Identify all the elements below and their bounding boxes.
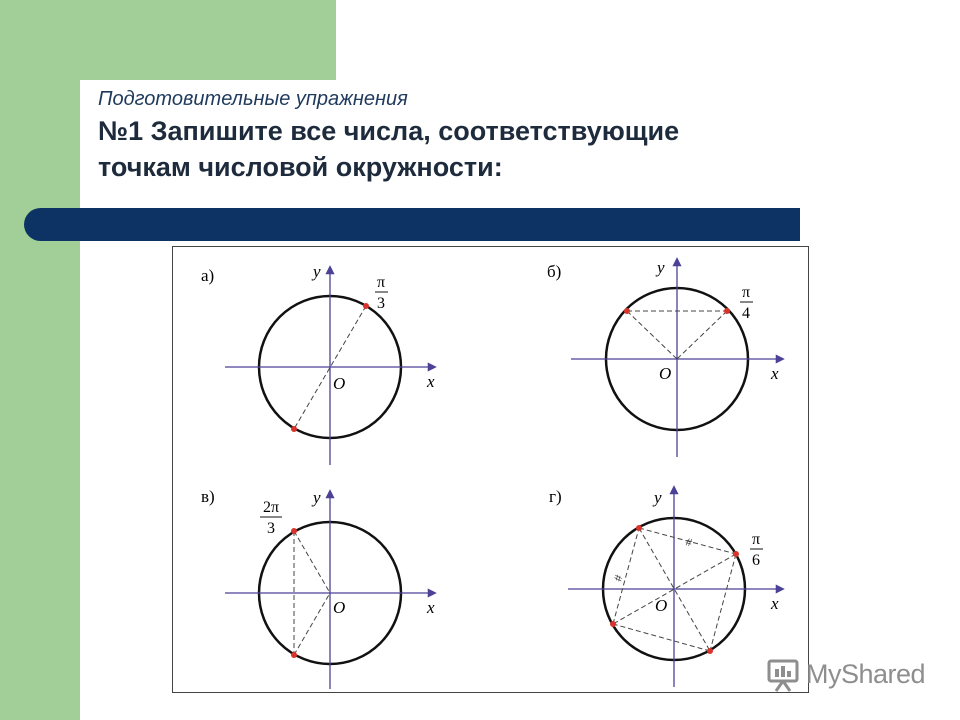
origin-label-d: O xyxy=(655,596,668,615)
angle-label-c-num: 2π xyxy=(262,499,280,516)
point-d-4 xyxy=(610,621,616,627)
x-label-c: x xyxy=(427,598,435,617)
unit-circles-svg xyxy=(173,247,810,694)
angle-label-a xyxy=(375,274,388,312)
slide-title xyxy=(98,113,858,185)
equal-mark-top: # xyxy=(684,536,694,550)
angle-label-c-den: 3 xyxy=(267,520,275,537)
panel-c-label: в) xyxy=(201,487,215,506)
y-label-d: y xyxy=(654,488,662,507)
angle-label-d xyxy=(750,531,763,569)
angle-label-b xyxy=(740,284,753,322)
angle-label-a-den: 3 xyxy=(377,295,385,312)
watermark-text: MyShared xyxy=(806,659,926,689)
point-d-2 xyxy=(733,551,739,557)
slide-header xyxy=(98,88,858,185)
equal-mark-left: # xyxy=(612,573,626,583)
top-decoration-block xyxy=(80,0,336,80)
chord-d-right xyxy=(710,554,736,651)
point-c-2 xyxy=(291,652,297,658)
title-underline-bar xyxy=(24,208,800,241)
angle-label-b-num: π xyxy=(741,284,751,301)
angle-label-c xyxy=(260,499,282,537)
point-a-1 xyxy=(363,303,369,309)
panel-a xyxy=(201,262,435,465)
slide-subtitle: Подготовительные упражнения xyxy=(98,88,408,110)
watermark xyxy=(766,655,936,695)
panel-a-label: а) xyxy=(201,266,215,285)
point-b-2 xyxy=(724,308,730,314)
panel-b-label: б) xyxy=(547,262,562,281)
radius-c-1 xyxy=(294,531,330,593)
point-b-1 xyxy=(624,308,630,314)
point-c-1 xyxy=(291,528,297,534)
y-label-a: y xyxy=(313,262,321,281)
x-label-d: x xyxy=(771,594,779,613)
side-decoration-strip xyxy=(0,0,80,720)
panel-c xyxy=(201,487,435,689)
x-label-b: x xyxy=(771,364,779,383)
origin-label-a: O xyxy=(333,374,346,393)
angle-label-d-den: 6 xyxy=(752,552,760,569)
angle-label-a-num: π xyxy=(376,274,386,291)
point-d-3 xyxy=(707,648,713,654)
point-a-2 xyxy=(291,426,297,432)
panel-d-label: г) xyxy=(549,487,562,506)
radius-b-2 xyxy=(677,311,727,359)
slide-title-line-2: точкам числовой окружности: xyxy=(98,152,503,182)
y-label-b: y xyxy=(657,258,665,277)
y-label-c: y xyxy=(313,488,321,507)
origin-label-b: O xyxy=(659,364,672,383)
presentation-board-icon xyxy=(766,657,802,693)
radius-b-1 xyxy=(627,311,677,359)
panel-d xyxy=(549,487,783,687)
slide-title-line-1: №1 Запишите все числа, соответствующие xyxy=(98,116,680,146)
angle-label-b-den: 4 xyxy=(742,305,750,322)
panel-b xyxy=(547,258,783,457)
x-label-a: x xyxy=(427,372,435,391)
origin-label-c: O xyxy=(333,598,346,617)
angle-label-d-num: π xyxy=(751,531,761,548)
radius-c-2 xyxy=(294,593,330,655)
unit-circles-figure xyxy=(172,246,809,693)
chord-d-bottom xyxy=(613,624,710,651)
point-d-1 xyxy=(636,525,642,531)
